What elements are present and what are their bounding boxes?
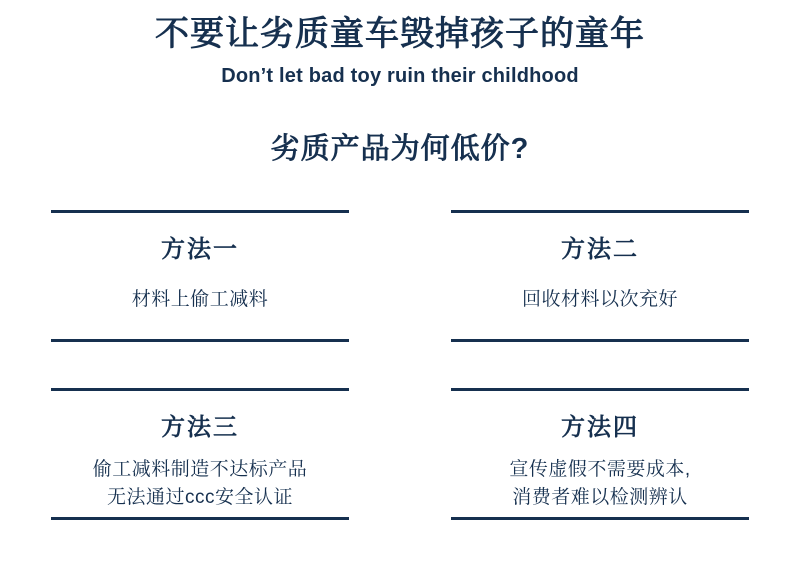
method-body-line: 宣传虚假不需要成本, bbox=[509, 459, 691, 480]
method-cell-2 bbox=[400, 210, 800, 388]
method-card-2 bbox=[451, 210, 749, 342]
poster-page bbox=[0, 14, 800, 565]
method-card-3 bbox=[51, 388, 349, 520]
page-subheadline: Don’t let bad toy ruin their childhood bbox=[221, 64, 579, 87]
method-body-line: 消费者难以检测辨认 bbox=[512, 486, 688, 508]
method-body-line: 材料上偷工减料 bbox=[131, 289, 269, 310]
method-body-2 bbox=[522, 286, 678, 314]
method-title-4: 方法四 bbox=[561, 414, 639, 441]
method-body-line: 无法通过ccc安全认证 bbox=[106, 486, 293, 508]
method-title-1: 方法一 bbox=[161, 236, 239, 263]
methods-grid bbox=[0, 210, 800, 566]
method-body-line: 偷工减料制造不达标产品 bbox=[92, 459, 308, 480]
method-body-4 bbox=[509, 456, 690, 511]
method-cell-4 bbox=[400, 388, 800, 566]
method-body-3 bbox=[93, 456, 308, 511]
method-card-4 bbox=[451, 388, 749, 520]
method-title-3: 方法三 bbox=[161, 414, 239, 441]
method-title-2: 方法二 bbox=[561, 236, 639, 263]
section-title: 劣质产品为何低价? bbox=[270, 132, 530, 165]
method-cell-3 bbox=[0, 388, 400, 566]
method-cell-1 bbox=[0, 210, 400, 388]
method-card-1 bbox=[51, 210, 349, 342]
method-body-1 bbox=[132, 286, 269, 314]
page-headline: 不要让劣质童车毁掉孩子的童年 bbox=[155, 15, 645, 53]
method-body-line: 回收材料以次充好 bbox=[521, 289, 678, 310]
